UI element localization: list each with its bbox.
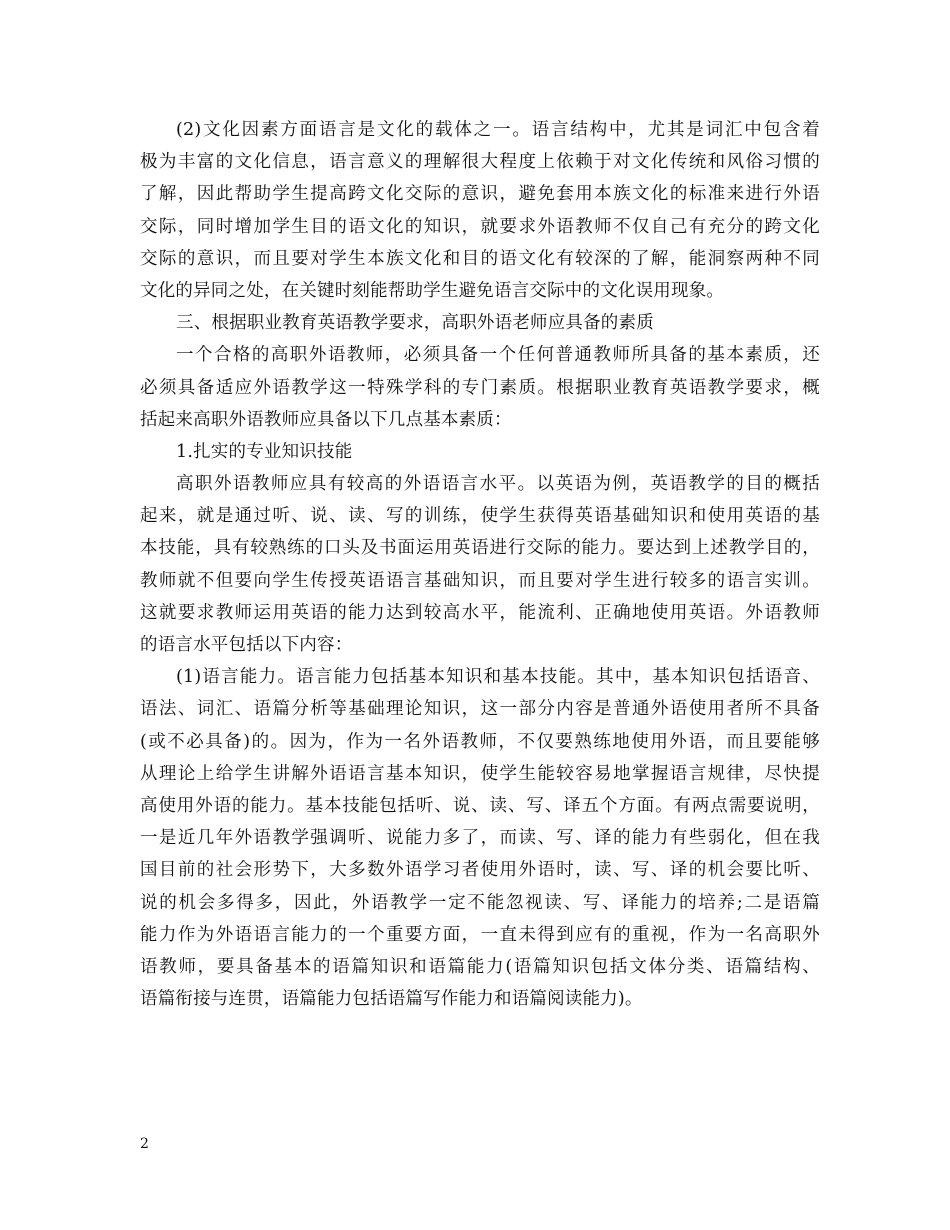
text-line: 极为丰富的文化信息，语言意义的理解很大程度上依赖于对文化传统和风俗习惯的	[140, 152, 820, 173]
text-line: 本技能，具有较熟练的口头及书面运用英语进行交际的能力。要达到上述教学目的，	[140, 538, 820, 559]
text-line: 了解，因此帮助学生提高跨文化交际的意识，避免套用本族文化的标准来进行外语	[140, 184, 820, 205]
text-line: 这就要求教师运用英语的能力达到较高水平，能流利、正确地使用英语。外语教师	[140, 602, 820, 623]
text-line: 能力作为外语语言能力的一个重要方面，一直未得到应有的重视，作为一名高职外	[140, 924, 820, 945]
text-line: 一是近几年外语教学强调听、说能力多了，而读、写、译的能力有些弱化，但在我	[140, 828, 820, 849]
text-line: 说的机会多得多，因此，外语教学一定不能忽视读、写、译能力的培养;二是语篇	[140, 892, 820, 913]
text-line: 起来，就是通过听、说、读、写的训练，使学生获得英语基础知识和使用英语的基	[140, 506, 820, 527]
text-line: 交际，同时增加学生目的语文化的知识，就要求外语教师不仅自己有充分的跨文化	[140, 216, 820, 237]
text-line: 必须具备适应外语教学这一特殊学科的专门素质。根据职业教育英语教学要求，概	[140, 377, 820, 398]
text-line: 文化的异同之处，在关键时刻能帮助学生避免语言交际中的文化误用现象。	[140, 280, 725, 301]
text-line: 括起来高职外语教师应具备以下几点基本素质：	[140, 409, 512, 430]
text-line: 语法、词汇、语篇分析等基础理论知识，这一部分内容是普通外语使用者所不具备	[140, 699, 820, 720]
text-line: 国目前的社会形势下，大多数外语学习者使用外语时，读、写、译的机会要比听、	[140, 860, 820, 881]
document-body	[140, 114, 820, 1015]
text-line: 交际的意识，而且要对学生本族文化和目的语文化有较深的了解，能洞察两种不同	[140, 248, 820, 269]
text-line: 语篇衔接与连贯，语篇能力包括语篇写作能力和语篇阅读能力)。	[140, 989, 643, 1010]
text-line: (或不必具备)的。因为，作为一名外语教师，不仅要熟练地使用外语，而且要能够	[140, 731, 820, 752]
page-number: 2	[140, 1136, 149, 1152]
text-line: 从理论上给学生讲解外语语言基本知识，使学生能较容易地掌握语言规律，尽快提	[140, 763, 820, 784]
text-line: 1.扎实的专业知识技能	[176, 441, 353, 462]
text-line: 高使用外语的能力。基本技能包括听、说、读、写、译五个方面。有两点需要说明，	[140, 795, 820, 816]
text-line: 一个合格的高职外语教师，必须具备一个任何普通教师所具备的基本素质，还	[176, 345, 820, 366]
text-line: 的语言水平包括以下内容：	[140, 635, 353, 655]
text-line: 教师就不但要向学生传授英语语言基础知识，而且要对学生进行较多的语言实训。	[140, 570, 820, 591]
text-line: 高职外语教师应具有较高的外语语言水平。以英语为例，英语教学的目的概括	[176, 474, 820, 495]
text-line: (1)语言能力。语言能力包括基本知识和基本技能。其中，基本知识包括语音、	[176, 667, 820, 688]
text-line: 语教师，要具备基本的语篇知识和语篇能力(语篇知识包括文体分类、语篇结构、	[140, 956, 820, 977]
text-line: 三、根据职业教育英语教学要求，高职外语老师应具备的素质	[176, 313, 654, 334]
text-line: (2)文化因素方面语言是文化的载体之一。语言结构中，尤其是词汇中包含着	[176, 120, 820, 140]
